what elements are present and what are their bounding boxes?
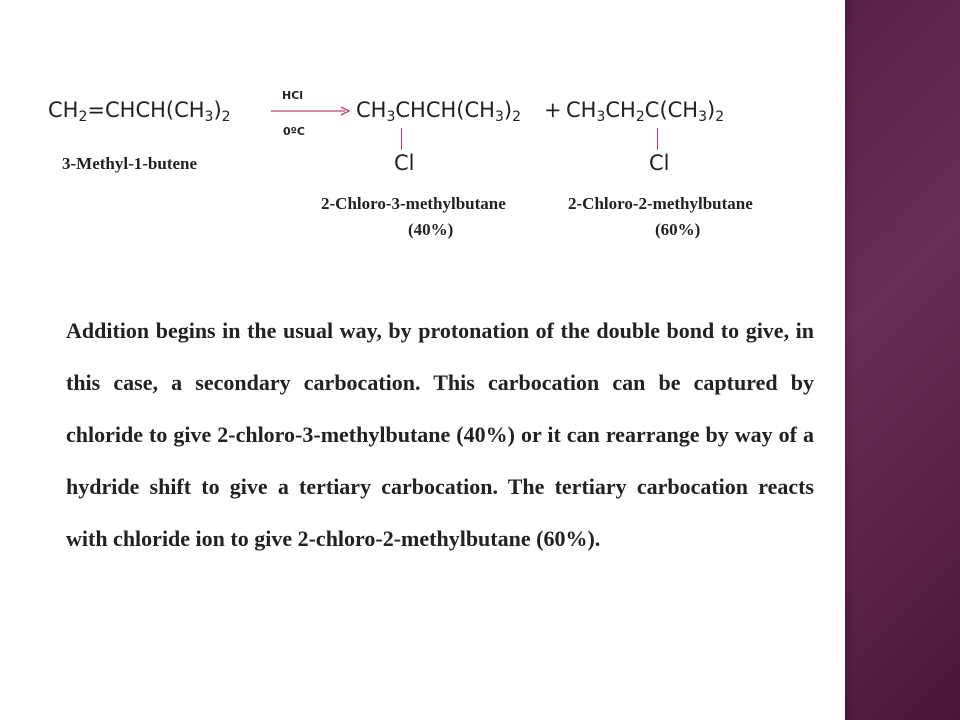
reactant-formula: $CH_2=CHCH(CH_3)_2$: [48, 98, 231, 125]
product-1-cl-bond: [401, 128, 402, 150]
reaction-arrow: [271, 104, 353, 118]
product-1-chlorine: Cl: [394, 151, 415, 175]
product-2-yield: (60%): [655, 220, 701, 239]
reactant-name: 3-Methyl-1-butene: [62, 154, 198, 173]
product-1-name: 2-Chloro-3-methylbutane: [321, 194, 506, 213]
product-2-formula: $CH_3CH_2C(CH_3)_2$: [566, 98, 725, 125]
product-2-chlorine: Cl: [649, 151, 670, 175]
explanation-paragraph: Addition begins in the usual way, by protonation of the double bond to give, in this case, a secondary carbocation. This carbocation can be captured by chloride to give 2-chloro-3-methylbutane (40%) or it can rearrange by way of a hydride shift to give a tertiary carbocation. The tertiary carbocation reacts with chloride ion to give 2-chloro-2-methylbutane (60%).: [66, 318, 814, 551]
condition-label: 0ºC: [283, 125, 305, 138]
decorative-sidebar: [845, 0, 960, 720]
product-1-formula: $CH_3CHCH(CH_3)_2$: [356, 98, 521, 125]
product-2-name: 2-Chloro-2-methylbutane: [568, 194, 753, 213]
reagent-label: HCl: [282, 89, 304, 102]
product-1-yield: (40%): [408, 220, 454, 239]
plus-sign: +: [544, 98, 562, 122]
product-2-cl-bond: [657, 128, 658, 150]
sidebar-shadow: [845, 0, 855, 720]
